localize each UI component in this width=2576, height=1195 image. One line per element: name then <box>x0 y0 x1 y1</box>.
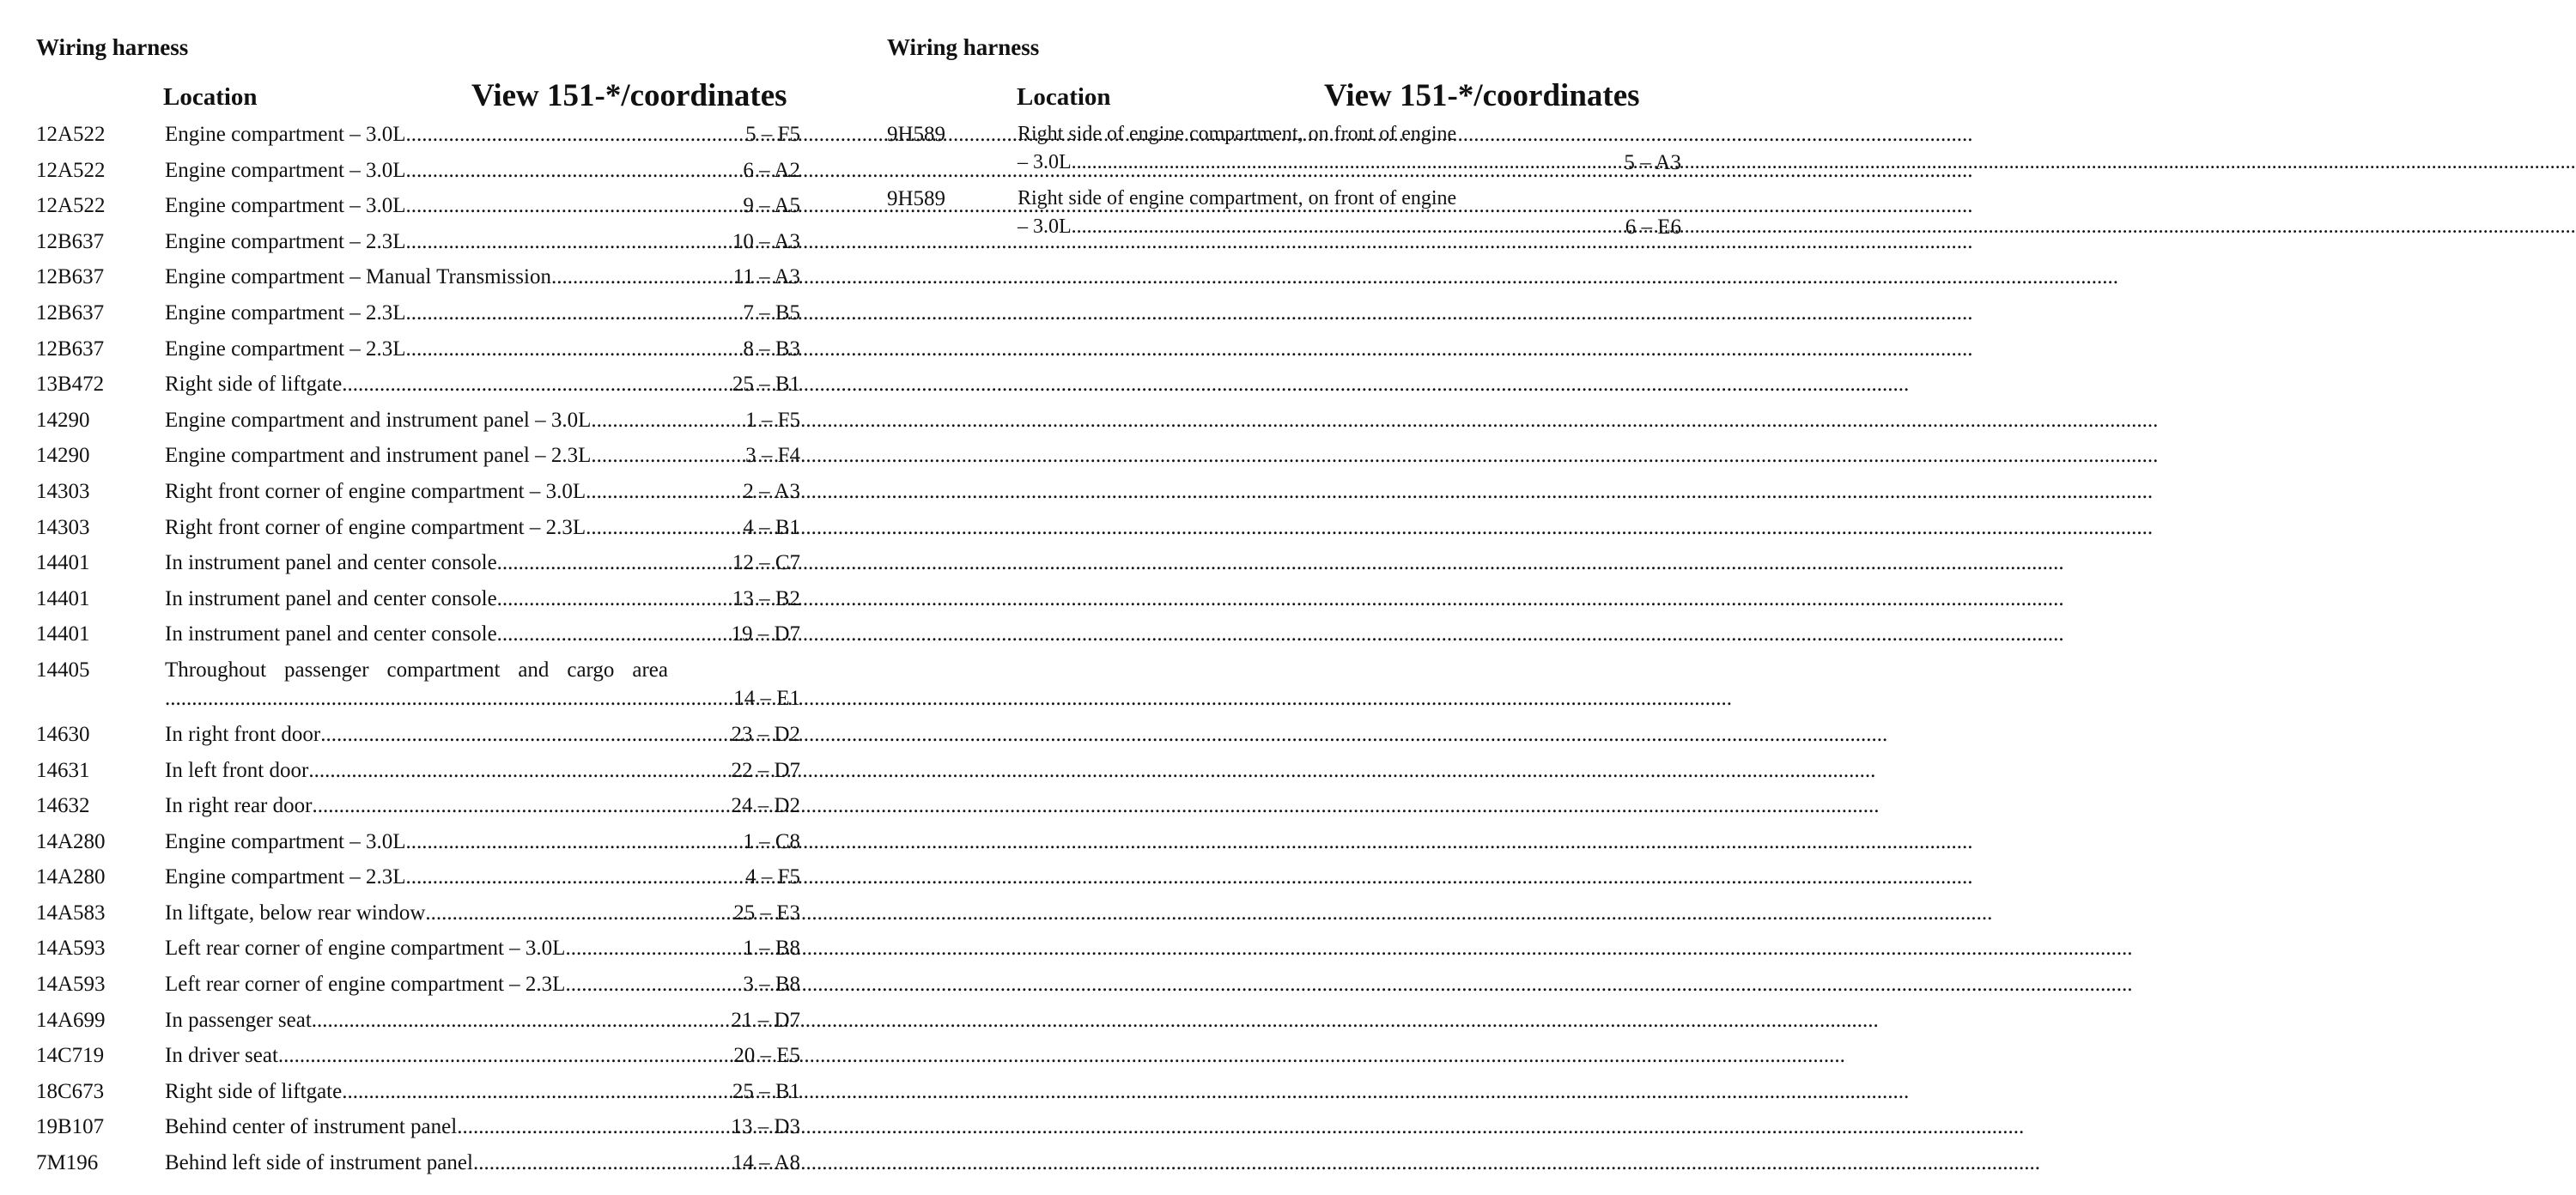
leader-dots <box>342 1077 1909 1106</box>
view-coordinate: 20 – E5 <box>733 1044 800 1068</box>
view-coordinate: 5 – F5 <box>745 123 800 146</box>
harness-id: 19B107 <box>36 1115 105 1139</box>
location-text: In right rear door <box>165 794 313 818</box>
location-text: Behind left side of instrument panel <box>165 1151 473 1175</box>
leader-dots <box>312 792 1879 820</box>
location-line <box>165 156 668 185</box>
harness-id: 14631 <box>36 758 90 782</box>
harness-id: 14401 <box>36 586 90 610</box>
location-line <box>165 1149 668 1177</box>
leader-dots <box>320 720 1887 749</box>
location-line <box>165 1041 668 1070</box>
view-coordinate: 25 – B1 <box>732 373 800 397</box>
location-text: Engine compartment – 2.3L <box>165 300 406 325</box>
leader-dots <box>405 863 1972 891</box>
harness-id: 9H589 <box>887 123 946 146</box>
harness-id: 14405 <box>36 658 90 682</box>
location-cell <box>1018 120 1524 177</box>
location-line <box>165 335 668 363</box>
location-cell <box>165 370 668 398</box>
view-coordinate: 1 – F5 <box>745 408 800 432</box>
location-line <box>165 441 668 470</box>
location-text: Right side of engine compartment, on front of engine <box>1018 187 1457 209</box>
location-line <box>165 120 668 149</box>
view-coordinate: 6 – A2 <box>743 158 800 182</box>
location-text: In right front door <box>165 722 321 746</box>
harness-id: 14A593 <box>36 973 106 997</box>
location-text: Behind center of instrument panel <box>165 1115 458 1139</box>
location-cell <box>165 1006 668 1034</box>
view-coordinates-header: View 151-*/coordinates <box>471 78 787 113</box>
view-coordinate: 13 – D3 <box>731 1115 800 1139</box>
location-text: – 3.0L <box>1018 215 1072 238</box>
harness-id: 18C673 <box>36 1079 105 1103</box>
view-coordinate: 11 – A3 <box>732 265 800 289</box>
harness-id: 12B637 <box>36 300 105 325</box>
location-line <box>165 756 668 785</box>
location-line <box>1018 213 1524 241</box>
leader-dots <box>165 684 1732 713</box>
location-line <box>165 1006 668 1034</box>
location-header: Location <box>1017 83 1111 111</box>
location-text: Right front corner of engine compartment – 3.0L <box>165 479 586 503</box>
view-coordinate: 14 – E1 <box>733 686 800 710</box>
view-coordinate: 22 – D7 <box>731 758 800 782</box>
harness-id: 12B637 <box>36 265 105 289</box>
harness-id: 14A699 <box>36 1008 106 1032</box>
view-coordinate: 14 – A8 <box>732 1151 800 1175</box>
harness-id: 14303 <box>36 515 90 539</box>
view-coordinate: 12 – C7 <box>732 551 800 575</box>
view-coordinate: 9 – A5 <box>743 194 800 218</box>
leader-dots <box>457 1113 2024 1141</box>
location-line <box>165 863 668 891</box>
leader-dots <box>405 299 1972 327</box>
location-line <box>1018 149 1524 177</box>
harness-id: 12A522 <box>36 158 106 182</box>
view-coordinate: 2 – A3 <box>743 479 800 503</box>
harness-id: 14A583 <box>36 901 106 925</box>
location-cell <box>165 863 668 891</box>
view-coordinate: 5 – A3 <box>1624 151 1681 174</box>
location-line <box>165 191 668 220</box>
leader-dots <box>586 477 2153 506</box>
harness-id: 9H589 <box>887 187 946 210</box>
location-cell <box>165 1077 668 1106</box>
location-line <box>165 227 668 256</box>
location-text: – 3.0L <box>1018 151 1072 173</box>
location-line <box>165 263 668 291</box>
harness-id: 12A522 <box>36 123 106 146</box>
leader-dots <box>591 406 2158 434</box>
location-cell <box>165 1149 668 1177</box>
leader-dots <box>342 370 1909 398</box>
harness-id: 14632 <box>36 794 90 818</box>
view-coordinate: 25 – B1 <box>732 1079 800 1103</box>
leader-dots <box>312 1006 1879 1034</box>
leader-dots <box>278 1041 1845 1070</box>
view-coordinate: 7 – B5 <box>743 300 800 325</box>
location-cell <box>165 934 668 962</box>
location-cell <box>165 620 668 648</box>
view-coordinates-header: View 151-*/coordinates <box>1324 78 1640 113</box>
location-cell <box>165 156 668 185</box>
location-cell <box>165 406 668 434</box>
view-coordinate: 23 – D2 <box>731 722 800 746</box>
view-coordinate: 21 – D7 <box>731 1008 800 1032</box>
location-cell <box>165 477 668 506</box>
location-line <box>165 720 668 749</box>
location-text: In instrument panel and center console <box>165 622 497 646</box>
location-text: Right side of liftgate <box>165 373 343 397</box>
leader-dots <box>405 335 1972 363</box>
location-cell <box>165 970 668 998</box>
location-text: Engine compartment – 2.3L <box>165 229 406 253</box>
view-coordinate: 1 – B8 <box>743 937 800 961</box>
location-cell <box>1018 185 1524 241</box>
leader-dots <box>308 756 1875 785</box>
harness-id: 14303 <box>36 479 90 503</box>
harness-id: 13B472 <box>36 373 105 397</box>
location-line <box>165 620 668 648</box>
view-coordinate: 13 – B2 <box>732 586 800 610</box>
location-line <box>165 970 668 998</box>
location-line <box>165 899 668 927</box>
view-coordinate: 8 – B3 <box>743 337 800 361</box>
location-cell <box>165 828 668 856</box>
location-cell <box>165 191 668 220</box>
view-coordinate: 6 – E6 <box>1625 215 1681 239</box>
harness-id: 14630 <box>36 722 90 746</box>
harness-id: 14C719 <box>36 1044 105 1068</box>
leader-line <box>165 684 668 713</box>
leader-dots <box>565 970 2132 998</box>
harness-id: 12B637 <box>36 229 105 253</box>
location-text: Right front corner of engine compartment – 2.3L <box>165 515 586 539</box>
view-coordinate: 19 – D7 <box>731 622 800 646</box>
location-line <box>165 477 668 506</box>
location-text: Right side of engine compartment, on front of engine <box>1018 123 1457 145</box>
section-title: Wiring harness <box>887 34 1040 60</box>
location-line <box>165 299 668 327</box>
location-text: In driver seat <box>165 1044 278 1068</box>
leader-dots <box>565 934 2132 962</box>
location-text: Engine compartment – 3.0L <box>165 123 406 146</box>
view-coordinate: 24 – D2 <box>731 794 800 818</box>
leader-dots <box>425 899 1992 927</box>
location-cell <box>165 899 668 927</box>
location-cell <box>165 299 668 327</box>
location-text: Engine compartment and instrument panel – 3.0L <box>165 408 592 432</box>
location-line <box>165 549 668 577</box>
location-text: In instrument panel and center console <box>165 551 497 575</box>
harness-id: 14A280 <box>36 829 106 853</box>
leader-dots <box>591 441 2158 470</box>
location-text: Engine compartment – 3.0L <box>165 829 406 853</box>
location-text: Right side of liftgate <box>165 1079 343 1103</box>
location-cell <box>165 513 668 542</box>
location-text: Engine compartment – Manual Transmission <box>165 265 551 289</box>
location-line <box>165 370 668 398</box>
harness-id: 12A522 <box>36 194 106 218</box>
view-coordinate: 25 – E3 <box>733 901 800 925</box>
leader-dots <box>586 513 2153 542</box>
location-cell <box>165 720 668 749</box>
location-line <box>165 1077 668 1106</box>
location-cell <box>165 335 668 363</box>
view-coordinate: 3 – F4 <box>745 444 800 468</box>
location-line <box>165 585 668 613</box>
location-text: Engine compartment and instrument panel – 2.3L <box>165 444 592 468</box>
harness-id: 12B637 <box>36 337 105 361</box>
view-coordinate: 4 – F5 <box>745 865 800 889</box>
view-coordinate: 10 – A3 <box>732 229 800 253</box>
location-line <box>165 513 668 542</box>
harness-id: 14290 <box>36 408 90 432</box>
harness-id: 14290 <box>36 444 90 468</box>
view-coordinate: 4 – B1 <box>743 515 800 539</box>
location-line <box>165 934 668 962</box>
location-text: In liftgate, below rear window <box>165 901 426 925</box>
location-cell <box>165 1113 668 1141</box>
location-cell <box>165 756 668 785</box>
leader-dots <box>405 828 1972 856</box>
leader-dots <box>1072 149 2576 177</box>
location-text: Engine compartment – 2.3L <box>165 865 406 889</box>
location-text: Left rear corner of engine compartment – 3.0L <box>165 937 566 961</box>
harness-id: 7M196 <box>36 1151 99 1175</box>
harness-id: 14401 <box>36 622 90 646</box>
location-line <box>165 406 668 434</box>
location-cell <box>165 227 668 256</box>
view-coordinate: 3 – B8 <box>743 973 800 997</box>
view-coordinate: 1 – C8 <box>743 829 800 853</box>
location-line <box>165 792 668 820</box>
harness-id: 14A593 <box>36 937 106 961</box>
location-cell <box>165 656 668 713</box>
location-cell <box>165 792 668 820</box>
location-text: Engine compartment – 2.3L <box>165 337 406 361</box>
location-text: Left rear corner of engine compartment – 2.3L <box>165 973 566 997</box>
location-text: In left front door <box>165 758 309 782</box>
location-cell <box>165 263 668 291</box>
harness-id: 14A280 <box>36 865 106 889</box>
location-cell <box>165 585 668 613</box>
harness-id: 14401 <box>36 551 90 575</box>
location-cell <box>165 549 668 577</box>
location-text: Throughout passenger compartment and cargo area <box>165 658 668 682</box>
location-line <box>165 828 668 856</box>
location-cell <box>165 120 668 149</box>
location-text: In instrument panel and center console <box>165 586 497 610</box>
location-text: In passenger seat <box>165 1008 312 1032</box>
location-header: Location <box>163 83 258 111</box>
section-title: Wiring harness <box>36 34 189 60</box>
location-text: Engine compartment – 3.0L <box>165 158 406 182</box>
location-cell <box>165 441 668 470</box>
location-text: Engine compartment – 3.0L <box>165 194 406 218</box>
location-line <box>165 1113 668 1141</box>
leader-dots <box>1072 213 2576 241</box>
location-cell <box>165 1041 668 1070</box>
